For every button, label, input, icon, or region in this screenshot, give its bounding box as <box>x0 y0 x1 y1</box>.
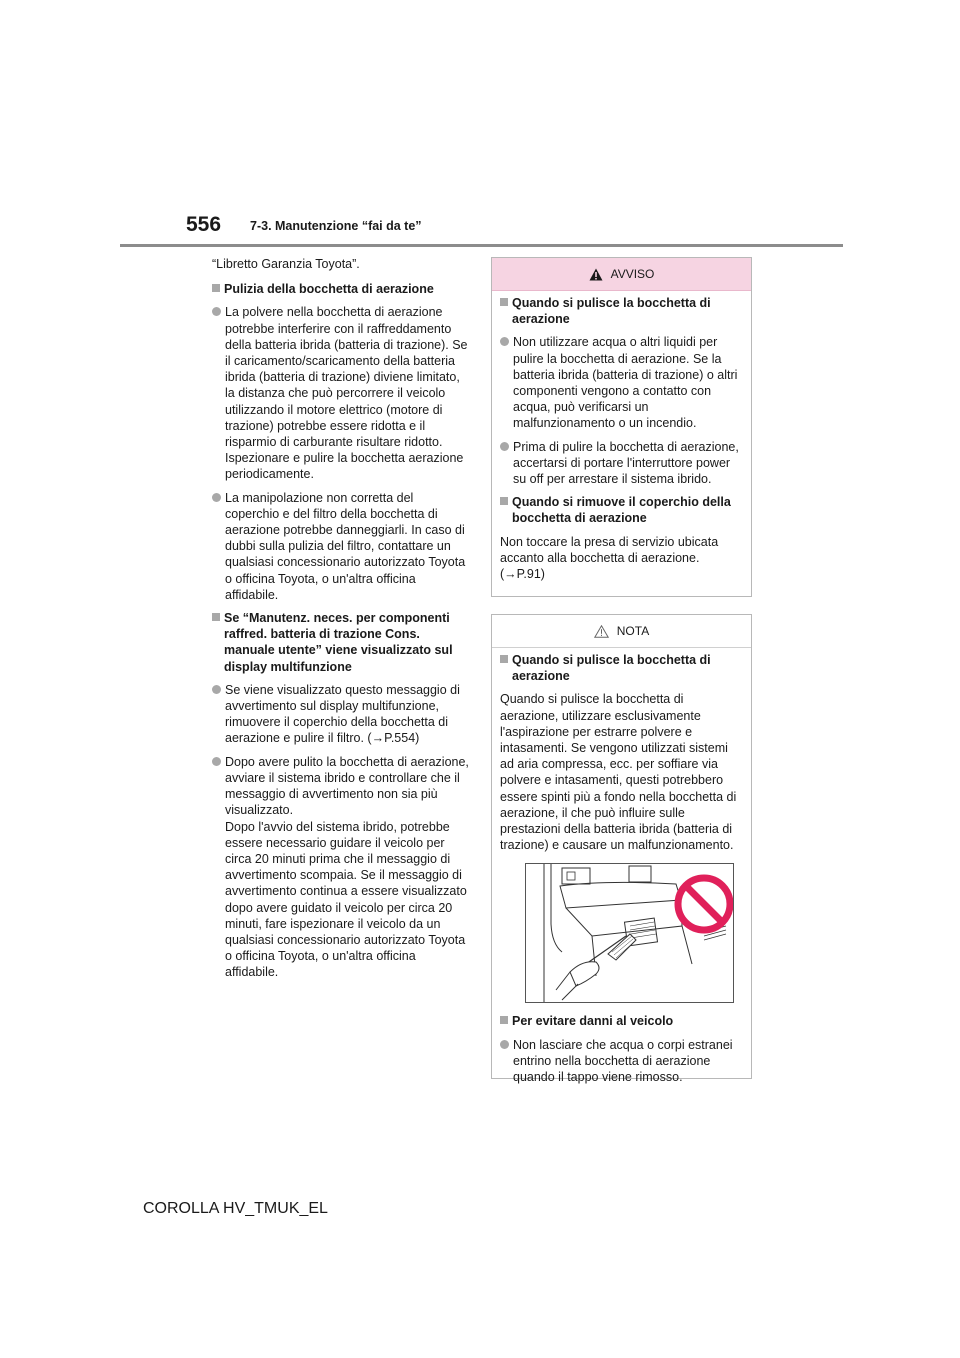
caution-outline-icon <box>594 625 609 638</box>
note-box-header <box>492 615 751 648</box>
warning-text: Non toccare la presa di servizio ubicata accanto alla bocchetta di aerazione. (→P.91) <box>500 534 719 582</box>
note-heading-cleaning: Quando si pulisce la bocchetta di aerazione <box>500 652 743 684</box>
warning-heading-cleaning: Quando si pulisce la bocchetta di aerazione <box>500 295 743 327</box>
bullet-text: Se viene visualizzato questo messaggio di avvertimento sul display multifunzione, rimuovere il coperchio della bocchetta di aerazione e pulire il filtro. (→P.554) <box>225 682 460 746</box>
page-number: 556 <box>186 213 222 236</box>
bullet-text: Non utilizzare acqua o altri liquidi per pulire la bocchetta di aerazione. Se la batteria ibrida (batteria di trazione) o altri componenti vengono a contatto con acqua, può verificarsi un malfunzionamento o un incendio. <box>513 335 738 431</box>
note-box-title: NOTA <box>616 623 650 638</box>
bullet-text: Dopo avere pulito la bocchetta di aerazione, avviare il sistema ibrido e controllare che il messaggio di avvertimento non sia più visualizzato. <box>225 754 469 818</box>
bullet-text: La manipolazione non corretta del coperchio e del filtro della bocchetta di aerazione potrebbe danneggiarli. In caso di dubbi sulla pulizia del filtro, contattare un qualsiasi concessionario autorizzato Toyota o officina Toyota, o un'altra officina affidabile. <box>225 490 466 602</box>
header-rule <box>120 244 843 247</box>
bullet-text: Ispezionare e pulire la bocchetta aerazione periodicamente. <box>225 451 464 482</box>
left-column <box>212 256 470 988</box>
section-title: 7-3. Manutenzione “fai da te” <box>250 219 422 233</box>
warning-icon <box>589 268 603 281</box>
warning-box-title: AVVISO <box>610 266 655 281</box>
bullet-item <box>500 1037 743 1086</box>
bullet-item <box>212 304 470 482</box>
bullet-text: La polvere nella bocchetta di aerazione potrebbe interferire con il raffreddamento della batteria ibrida (batteria di trazione). Se il caricamento/scaricamento della batteria ibrida (batteria di trazione) diviene limitato, la distanza che può percorrere il veicolo utilizzando il motore elettrico (motore di trazione) potrebbe essere ridotta e il risparmio di carburante risultare ridotto. <box>225 305 468 450</box>
intro-text: “Libretto Garanzia Toyota”. <box>212 257 360 271</box>
note-text: Quando si pulisce la bocchetta di aerazione, utilizzare esclusivamente l'aspirazione per estrarre polvere e intasamenti. Se vengono utilizzati sistemi ad aria compressa, ecc. per soffiare via polvere e intasamenti, questi potrebbero essere spinti più a fondo nella bocchetta di aerazione, il che può influire sulle prestazioni della batteria ibrida (batteria di trazione) e causare un malfunzionamento. <box>500 692 737 853</box>
footer-model: COROLLA HV_TMUK_EL <box>143 1200 328 1217</box>
bullet-text: Non lasciare che acqua o corpi estranei entrino nella bocchetta di aerazione quando il tappo viene rimosso. <box>513 1037 733 1085</box>
vent-cleaning-illustration <box>525 863 734 1003</box>
note-box <box>491 614 752 1085</box>
note-heading-damage: Per evitare danni al veicolo <box>500 1013 743 1029</box>
bullet-item <box>212 682 470 747</box>
warning-heading-cover-removal: Quando si rimuove il coperchio della bocchetta di aerazione <box>500 494 743 526</box>
warning-box <box>491 257 752 597</box>
vent-cleaning-drawing <box>526 864 733 1002</box>
section-heading-vent-cleaning: Pulizia della bocchetta di aerazione <box>212 281 470 297</box>
bullet-item <box>212 490 470 603</box>
bullet-text: Dopo l'avvio del sistema ibrido, potrebbe essere necessario guidare il veicolo per circa 20 minuti prima che il messaggio di avvertimento scompaia. Se il messaggio di avvertimento continua a essere visualizzato dopo avere guidato il veicolo per circa 20 minuti, fare ispezionare il veicolo da un qualsiasi concessionario autorizzato Toyota o officina Toyota, o un'altra officina affidabile. <box>225 819 467 980</box>
warning-box-header <box>492 258 751 291</box>
bullet-text: Prima di pulire la bocchetta di aerazione, accertarsi di portare l'interruttore power su off per arrestare il sistema ibrido. <box>513 439 739 487</box>
bullet-item <box>500 334 743 431</box>
section-heading-maintenance-message: Se “Manutenz. neces. per componenti raffred. batteria di trazione Cons. manuale utente” viene visualizzato sul display multifunzione <box>212 610 470 675</box>
bullet-item <box>500 439 743 488</box>
bullet-item <box>212 754 470 981</box>
